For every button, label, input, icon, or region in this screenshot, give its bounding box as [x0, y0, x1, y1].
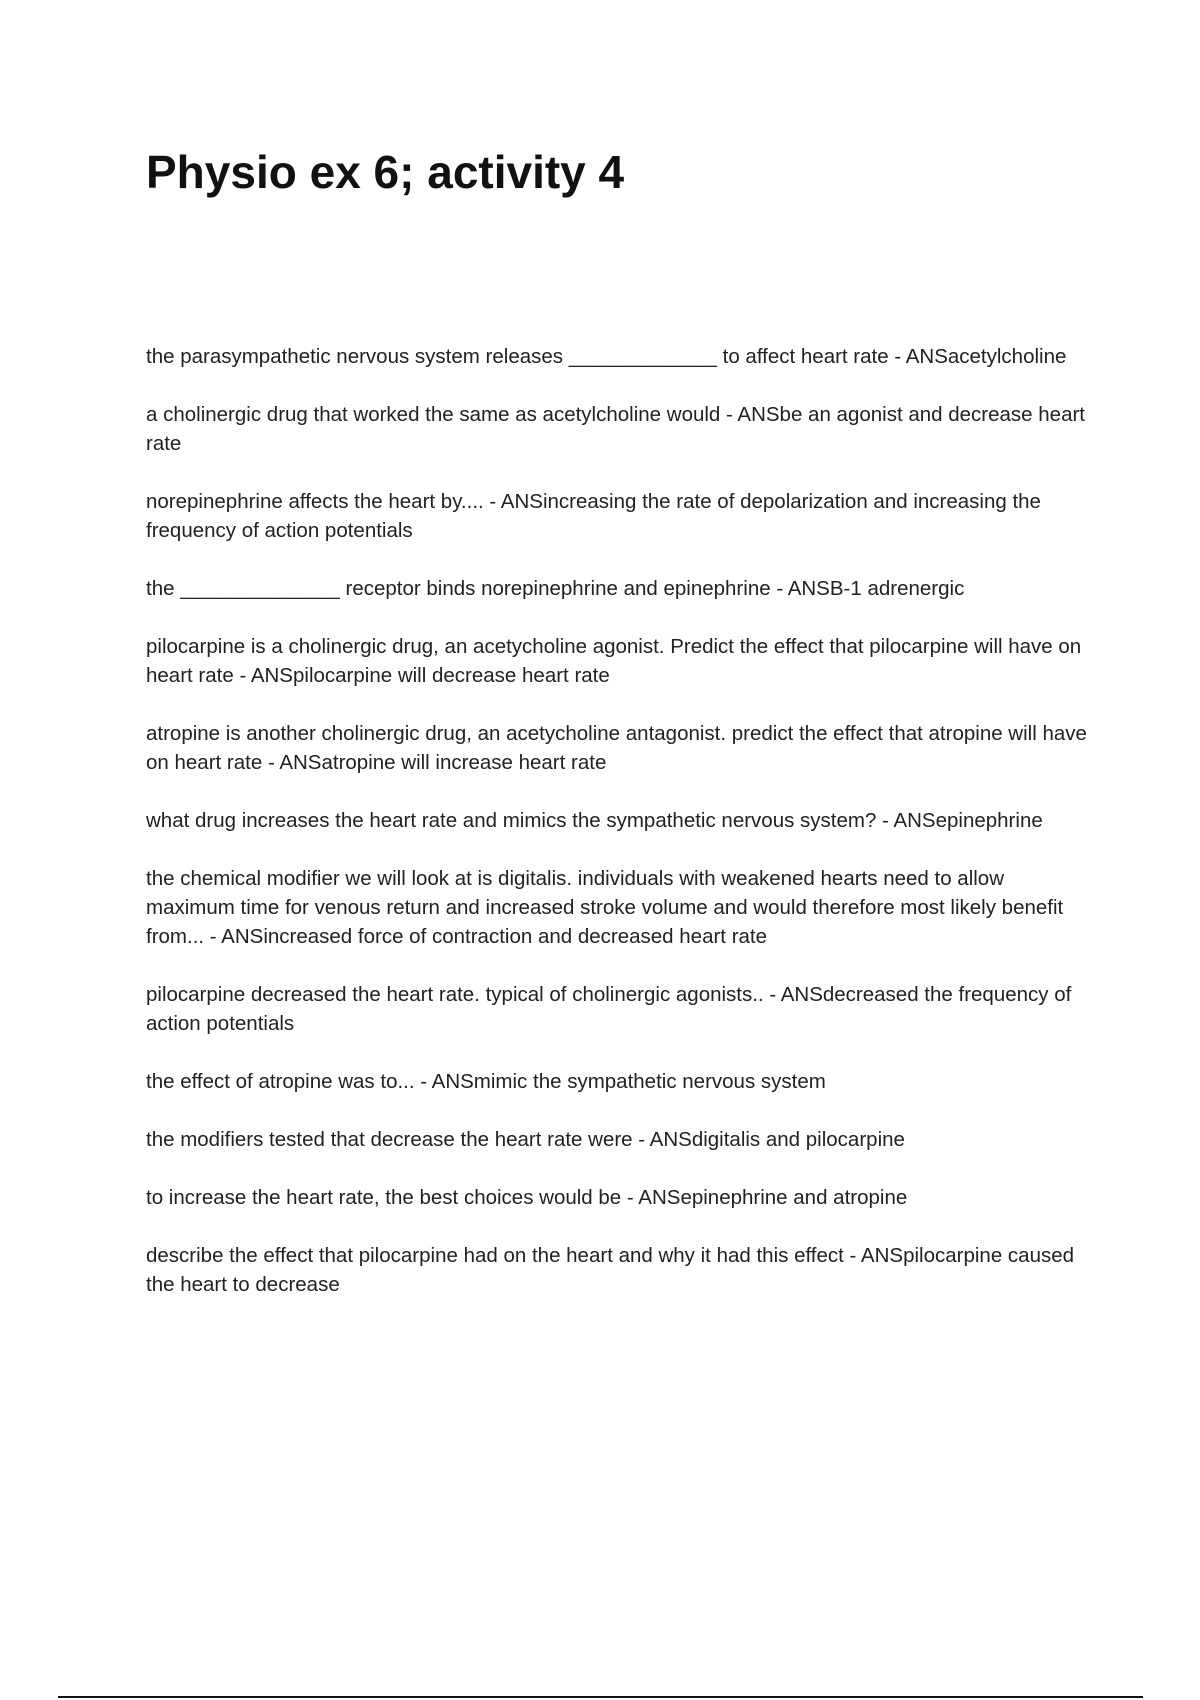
qa-item: what drug increases the heart rate and mimics the sympathetic nervous system? - ANSepinephrine: [146, 809, 1043, 832]
footer-divider: [58, 1696, 1143, 1698]
qa-item: describe the effect that pilocarpine had on the heart and why it had this effect - ANSpilocarpine caused the heart to decrease: [146, 1244, 1075, 1296]
qa-item: atropine is another cholinergic drug, an acetycholine antagonist. predict the effect that atropine will have on heart rate - ANSatropine will increase heart rate: [146, 722, 1087, 774]
qa-item: pilocarpine decreased the heart rate. typical of cholinergic agonists.. - ANSdecreased the frequency of action potentials: [146, 983, 1072, 1035]
qa-item: the chemical modifier we will look at is digitalis. individuals with weakened hearts need to allow maximum time for venous return and increased stroke volume and would therefore most likely benefit from... - ANSincreased force of contraction and decreased heart rate: [146, 867, 1064, 948]
qa-item: the ______________ receptor binds norepinephrine and epinephrine - ANSB-1 adrenergic: [146, 577, 965, 600]
qa-item: the parasympathetic nervous system releases _____________ to affect heart rate - ANSacetylcholine: [146, 345, 1067, 368]
qa-item: to increase the heart rate, the best choices would be - ANSepinephrine and atropine: [146, 1186, 908, 1209]
qa-item: a cholinergic drug that worked the same as acetylcholine would - ANSbe an agonist and decrease heart rate: [146, 403, 1086, 455]
qa-list: [146, 342, 1091, 1328]
qa-item: norepinephrine affects the heart by.... - ANSincreasing the rate of depolarization and increasing the frequency of action potentials: [146, 490, 1041, 542]
qa-item: the modifiers tested that decrease the heart rate were - ANSdigitalis and pilocarpine: [146, 1128, 905, 1151]
qa-item: pilocarpine is a cholinergic drug, an acetycholine agonist. Predict the effect that pilocarpine will have on heart rate - ANSpilocarpine will decrease heart rate: [146, 635, 1082, 687]
qa-item: the effect of atropine was to... - ANSmimic the sympathetic nervous system: [146, 1070, 826, 1093]
page-title: Physio ex 6; activity 4: [146, 146, 625, 198]
